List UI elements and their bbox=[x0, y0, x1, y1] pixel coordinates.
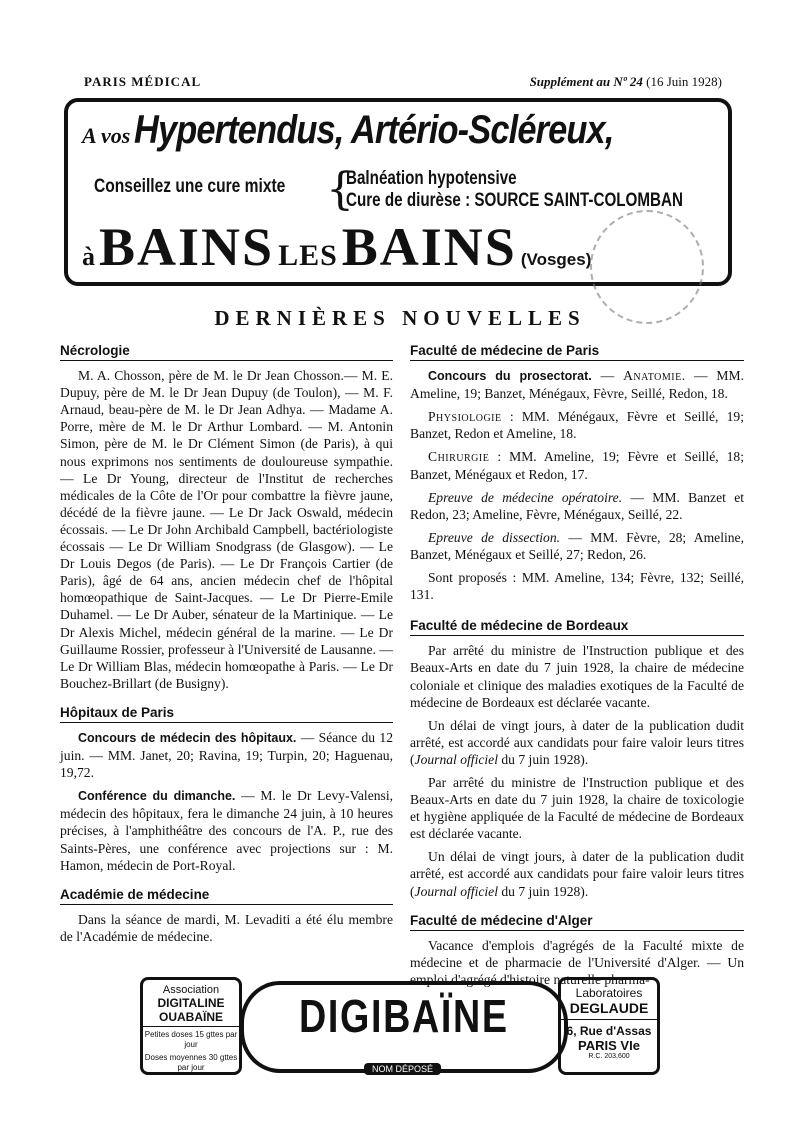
digibaine-advertisement bbox=[140, 977, 660, 1074]
ad-association: Association bbox=[162, 984, 220, 996]
ad-association-box bbox=[140, 977, 242, 1075]
ad-address: 6, Rue d'Assas bbox=[566, 1024, 652, 1038]
ad-dose-medium bbox=[143, 1053, 239, 1073]
dissection-label: Epreuve de dissection. bbox=[428, 529, 561, 545]
paris-chirurgie bbox=[410, 448, 744, 482]
operatoire-label: Epreuve de médecine opératoire. bbox=[428, 489, 623, 505]
journal-officiel: Journal officiel bbox=[414, 883, 498, 899]
ad-brand: DIGIBAÏNE bbox=[299, 990, 509, 1042]
paris-dissection bbox=[410, 529, 744, 563]
conference-text: — M. le Dr Levy-Valensi, médecin des hôpitaux, fera le dimanche 24 juin, à 10 heures précises, à l'amphithéâtre des concours de l'A. P., rue des Saints-Pères, une conférence avec projections sur : M. Hamon, médecin de Port-Royal. bbox=[60, 788, 393, 873]
ad-headline-row bbox=[82, 108, 692, 153]
ad-dose-small bbox=[143, 1030, 239, 1050]
lead-prosectorat: Concours du prosectorat. bbox=[428, 369, 592, 384]
ad-laboratoires: Laboratoires bbox=[575, 986, 643, 1000]
chirurgie-label: Chirurgie bbox=[428, 449, 490, 465]
ad-petites-label: Petites doses bbox=[144, 1030, 193, 1039]
ad-moyennes-qty: 30 gttes par jour bbox=[177, 1053, 238, 1072]
ad-town-row bbox=[82, 216, 591, 278]
bordeaux-p4-a: Un délai de vingt jours, à dater de la publication dudit arrêté, est accordé aux candidats pour faire valoir leurs titres ( bbox=[410, 849, 744, 899]
ad-a-vos: A vos bbox=[82, 123, 131, 148]
ad-cure-lines bbox=[346, 168, 683, 212]
heading-faculte-bordeaux: Faculté de médecine de Bordeaux bbox=[410, 617, 628, 636]
ad-brace-icon: { bbox=[326, 164, 354, 215]
issue-label: Supplément au Nº 24 bbox=[529, 74, 643, 89]
ad-bains-2: BAINS bbox=[341, 217, 517, 277]
ad-a: à bbox=[82, 242, 95, 271]
lead-concours: Concours de médecin des hôpitaux. bbox=[78, 730, 297, 745]
ad-petites-qty: 15 gttes par jour bbox=[184, 1030, 238, 1049]
bordeaux-p1: Par arrêté du ministre de l'Instruction publique et des Beaux-Arts en date du 7 juin 1928, la chaire de médecine coloniale et clinique des maladies exotiques de la Faculté de médecine de Bordeaux est déclarée vacante. bbox=[410, 643, 744, 710]
section-title: DERNIÈRES NOUVELLES bbox=[214, 306, 586, 330]
bordeaux-p2-a: Un délai de vingt jours, à dater de la publication dudit arrêté, est accordé aux candidats pour faire valoir leurs titres ( bbox=[410, 717, 744, 767]
anatomie-label: Anatomie bbox=[623, 368, 682, 384]
ad-brand-box bbox=[240, 981, 568, 1073]
chirurgie-text: : MM. Ameline, 19; Fèvre et Seillé, 18; Banzet, Ménégaux et Redon, 17. bbox=[410, 449, 744, 482]
dissection-text: — MM. Fèvre, 28; Ameline, Banzet, Ménégaux et Seillé, 27; Redon, 26. bbox=[410, 529, 744, 562]
running-head-title: PARIS MÉDICAL bbox=[84, 74, 202, 89]
ad-line-balneation: Balnéation hypotensive bbox=[346, 168, 517, 189]
ad-ouabaine: OUABAÏNE bbox=[143, 1010, 239, 1027]
operatoire-text: — MM. Banzet et Redon, 23; Ameline, Fèvre, Ménégaux, Seillé, 22. bbox=[410, 489, 745, 522]
ad-moyennes-label: Doses moyennes bbox=[144, 1053, 207, 1062]
ad-digitaline: DIGITALINE bbox=[157, 996, 225, 1010]
paris-anatomie: Concours du prosectorat. — Anatomie. — MM. Ameline, 19; Banzet, Ménégaux, Fèvre, Seillé, Redon, 18. bbox=[410, 368, 744, 402]
concours-text: — Séance du 12 juin. — MM. Janet, 20; Ravina, 19; Turpin, 20; Haguenau, 19,72. bbox=[60, 729, 393, 781]
left-column bbox=[60, 342, 393, 945]
bordeaux-p4-b: du 7 juin 1928). bbox=[497, 883, 589, 899]
right-column bbox=[410, 342, 744, 988]
bordeaux-p2-b: du 7 juin 1928). bbox=[497, 751, 589, 767]
heading-hopitaux: Hôpitaux de Paris bbox=[60, 704, 174, 723]
ad-conseillez: Conseillez une cure mixte bbox=[94, 176, 286, 197]
physiologie-text: : MM. Ménégaux, Fèvre et Seillé, 19; Banzet, Redon et Ameline, 18. bbox=[410, 409, 744, 442]
alger-text: Vacance d'emplois d'agrégés de la Faculté mixte de médecine et de pharmacie de l'Université d'Alger. — Un emploi d'agrégé d'histoire naturelle pharma- bbox=[410, 937, 744, 987]
anatomie-text: . — MM. Ameline, 19; Banzet, Ménégaux, Fèvre, Seillé, Redon, 18. bbox=[410, 368, 744, 402]
hopitaux-concours bbox=[60, 729, 393, 781]
ad-line-diurese: Cure de diurèse : SOURCE SAINT-COLOMBAN bbox=[346, 190, 683, 211]
bordeaux-p4 bbox=[410, 848, 744, 899]
ad-laboratoires-box bbox=[558, 977, 660, 1075]
issue-date: (16 Juin 1928) bbox=[646, 74, 722, 89]
heading-academie: Académie de médecine bbox=[60, 886, 209, 905]
physiologie-label: Physiologie bbox=[428, 409, 502, 425]
heading-faculte-alger: Faculté de médecine d'Alger bbox=[410, 912, 593, 931]
ad-vosges: (Vosges) bbox=[520, 250, 592, 269]
heading-faculte-paris: Faculté de médecine de Paris bbox=[410, 342, 599, 361]
hopitaux-conference bbox=[60, 787, 393, 873]
bordeaux-p3: Par arrêté du ministre de l'Instruction publique et des Beaux-Arts en date du 7 juin 1928, la chaire de toxicologie et hygiène appliquée de la Faculté de médecine de Bordeaux est déclarée vacante. bbox=[410, 774, 744, 842]
ad-nom-depose: NOM DÉPOSÉ bbox=[364, 1063, 441, 1075]
paris-proposes: Sont proposés : MM. Ameline, 134; Fèvre, 132; Seillé, 131. bbox=[410, 570, 744, 603]
ad-rc: R.C. 203.600 bbox=[588, 1053, 630, 1060]
bordeaux-p2 bbox=[410, 717, 744, 768]
journal-officiel: Journal officiel bbox=[414, 751, 498, 767]
ad-les: LES bbox=[278, 239, 338, 272]
paris-operatoire bbox=[410, 489, 744, 523]
academie-text: Dans la séance de mardi, M. Levaditi a été élu membre de l'Académie de médecine. bbox=[60, 911, 393, 944]
ad-deglaude: DEGLAUDE bbox=[561, 1000, 657, 1020]
necrologie-text: M. A. Chosson, père de M. le Dr Jean Chosson.— M. E. Dupuy, père de M. le Dr Jean Dupuy (de Toulon), — M. F. Arnaud, beau-père de M. le Dr Jean Adhya. — Madame A. Porre, mère de M. le Dr Arthur Lombard. — M. Antonin Simon, père de M. le Dr Clément Simon (de Paris), à qui nous exprimons nos sentiments de douloureuse sympathie. — Le Dr Young, directeur de l'Institut de recherches médicales de la Côte de l'Or pour combattre la fièvre jaune, décédé de la fièvre jaune. — Le Dr Jack Oswald, médecin écossais. — Le Dr John Archibald Campbell, bactériologiste écossais — Le Dr William Snodgrass (de Glasgow). — Le Dr Louis Degos (de Paris). — Le Dr François Cartier (de Paris), âgé de 64 ans, ancien médecin chef de l'hôpital homœopathique de Saint-Jacques. — Le Dr Pierre-Emile Duhamel. — Le Dr Auber, sénateur de la Martinique. — Le Dr Alexis Michel, médecin général de la marine. — Le Dr Guillaume Rossier, professeur à l'Université de Lausanne. — Le Dr William Blas, médecin homœopathe à Paris. — Le Dr Bouchez-Brillart (de Busigny). bbox=[60, 368, 393, 691]
ad-headline: Hypertendus, Artério-Scléreux, bbox=[134, 108, 614, 152]
ad-bains-1: BAINS bbox=[99, 217, 275, 277]
ad-city: PARIS VIe bbox=[578, 1038, 640, 1053]
paris-physiologie bbox=[410, 408, 744, 442]
running-head-issue bbox=[530, 74, 722, 90]
lead-conference: Conférence du dimanche. bbox=[78, 789, 236, 804]
heading-necrologie: Nécrologie bbox=[60, 342, 130, 361]
